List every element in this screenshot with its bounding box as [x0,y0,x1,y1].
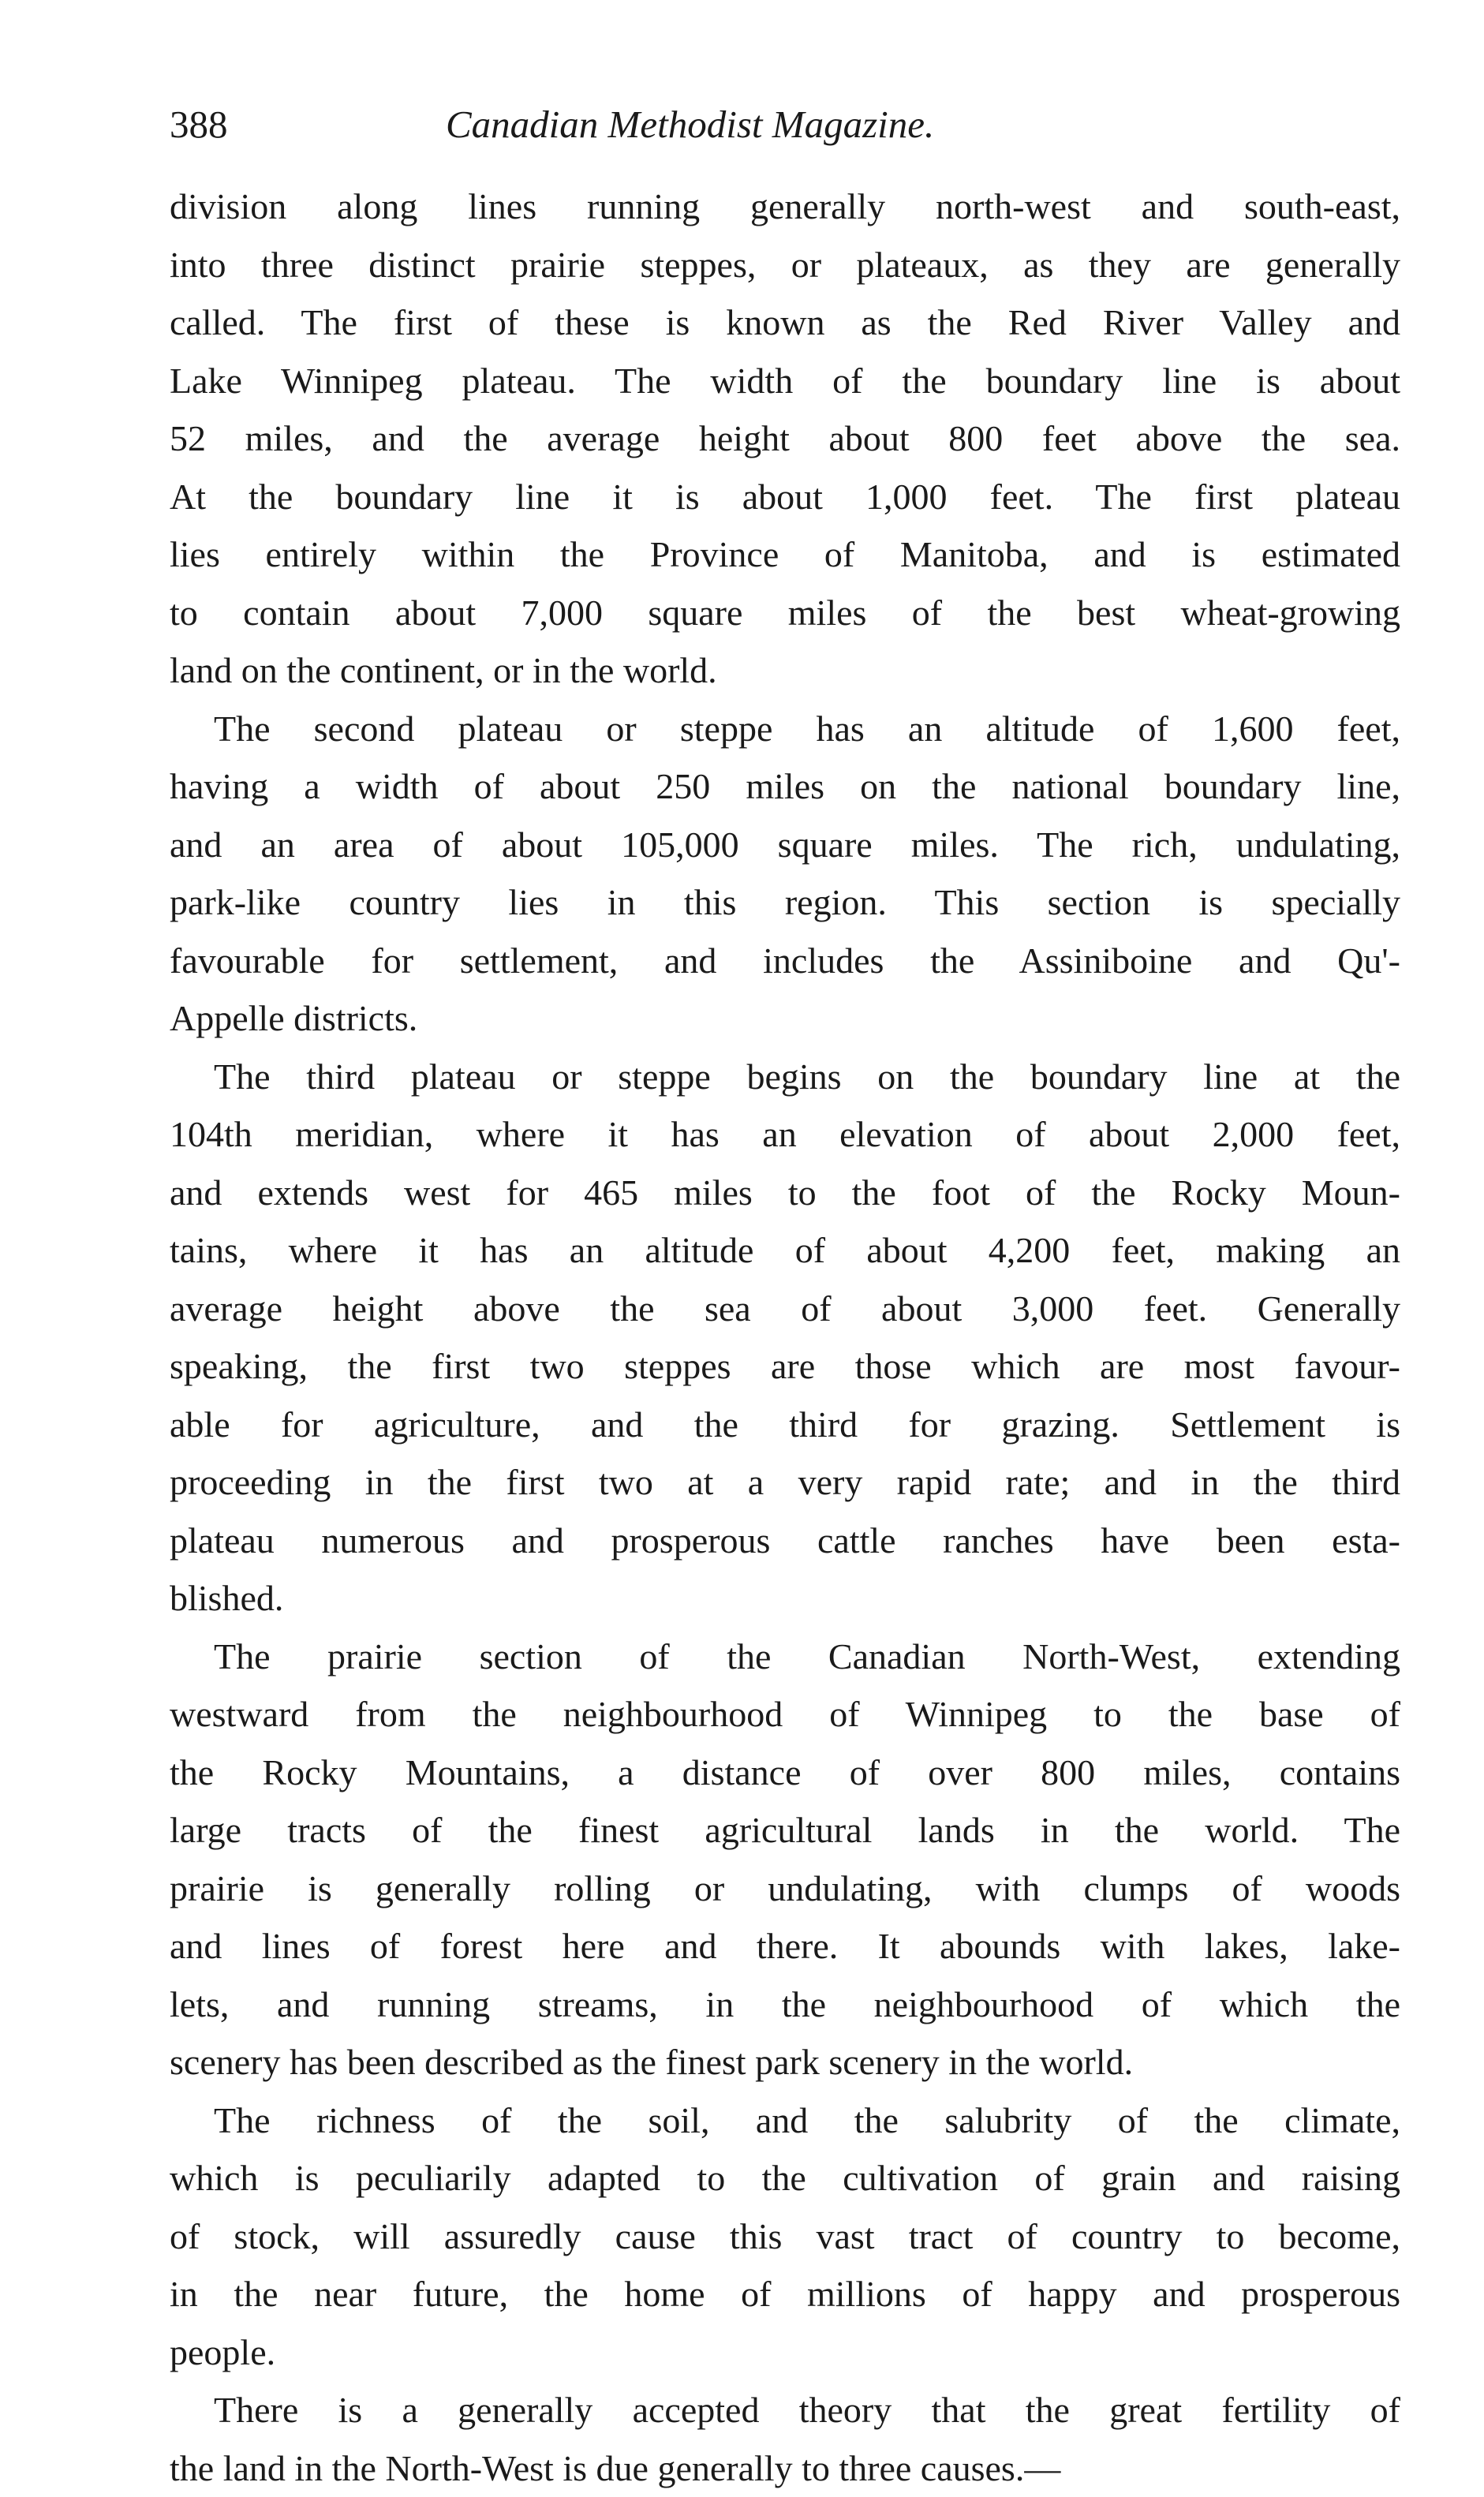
text-line: scenery has been described as the finest park scenery in the world. [170,2033,1400,2091]
text-line: average height above the sea of about 3,000 feet. Generally [170,1280,1400,1338]
text-line: and an area of about 105,000 square miles. The rich, undulating, [170,816,1400,874]
text-line: lies entirely within the Province of Manitoba, and is estimated [170,525,1400,584]
paragraph [170,2091,1400,2382]
text-line: The prairie section of the Canadian North-West, extending [170,1628,1400,1686]
text-line: lets, and running streams, in the neighbourhood of which the [170,1976,1400,2034]
text-line: in the near future, the home of millions of happy and prosperous [170,2265,1400,2323]
text-line: to contain about 7,000 square miles of the best wheat-growing [170,584,1400,642]
text-line: 52 miles, and the average height about 800 feet above the sea. [170,409,1400,468]
text-line: the land in the North-West is due generally to three causes.— [170,2439,1400,2497]
text-line: prairie is generally rolling or undulating, with clumps of woods [170,1860,1400,1918]
journal-title: Canadian Methodist Magazine. [446,93,934,156]
text-line: The third plateau or steppe begins on the boundary line at the [170,1048,1400,1106]
text-line: division along lines running generally north-west and south-east, [170,178,1400,236]
text-line: favourable for settlement, and includes the Assiniboine and Qu'- [170,932,1400,990]
text-line: land on the continent, or in the world. [170,641,1400,700]
text-line: able for agriculture, and the third for grazing. Settlement is [170,1396,1400,1454]
text-line: westward from the neighbourhood of Winnipeg to the base of [170,1685,1400,1744]
text-line: people. [170,2323,1400,2382]
text-line: large tracts of the finest agricultural lands in the world. The [170,1801,1400,1860]
text-line: blished. [170,1569,1400,1628]
text-line: which is peculiarily adapted to the cultivation of grain and raising [170,2149,1400,2207]
paragraph [170,700,1400,1048]
text-line: having a width of about 250 miles on the national boundary line, [170,757,1400,816]
paragraph [170,2381,1400,2497]
text-line: and lines of forest here and there. It abounds with lakes, lake- [170,1917,1400,1976]
text-line: the Rocky Mountains, a distance of over 800 miles, contains [170,1744,1400,1802]
body-text [170,178,1400,2497]
text-line: At the boundary line it is about 1,000 feet. The first plateau [170,468,1400,526]
text-line: proceeding in the first two at a very rapid rate; and in the third [170,1453,1400,1512]
paragraph [170,178,1400,700]
text-line: The richness of the soil, and the salubrity of the climate, [170,2091,1400,2150]
paragraph [170,1048,1400,1628]
text-line: Appelle districts. [170,989,1400,1048]
text-line: into three distinct prairie steppes, or plateaux, as they are generally [170,236,1400,294]
text-line: There is a generally accepted theory that the great fertility of [170,2381,1400,2439]
text-line: plateau numerous and prosperous cattle ranches have been esta- [170,1512,1400,1570]
text-line: 104th meridian, where it has an elevation of about 2,000 feet, [170,1105,1400,1164]
paragraph [170,1628,1400,2091]
text-line: of stock, will assuredly cause this vast tract of country to become, [170,2207,1400,2266]
text-line: tains, where it has an altitude of about 4,200 feet, making an [170,1221,1400,1280]
text-line: and extends west for 465 miles to the foot of the Rocky Moun- [170,1164,1400,1222]
text-line: called. The first of these is known as the Red River Valley and [170,293,1400,352]
text-line: Lake Winnipeg plateau. The width of the boundary line is about [170,352,1400,410]
text-line: speaking, the first two steppes are those which are most favour- [170,1337,1400,1396]
text-line: park-like country lies in this region. This section is specially [170,873,1400,932]
page-number: 388 [170,93,228,156]
running-head [170,93,1400,156]
text-line: The second plateau or steppe has an altitude of 1,600 feet, [170,700,1400,758]
